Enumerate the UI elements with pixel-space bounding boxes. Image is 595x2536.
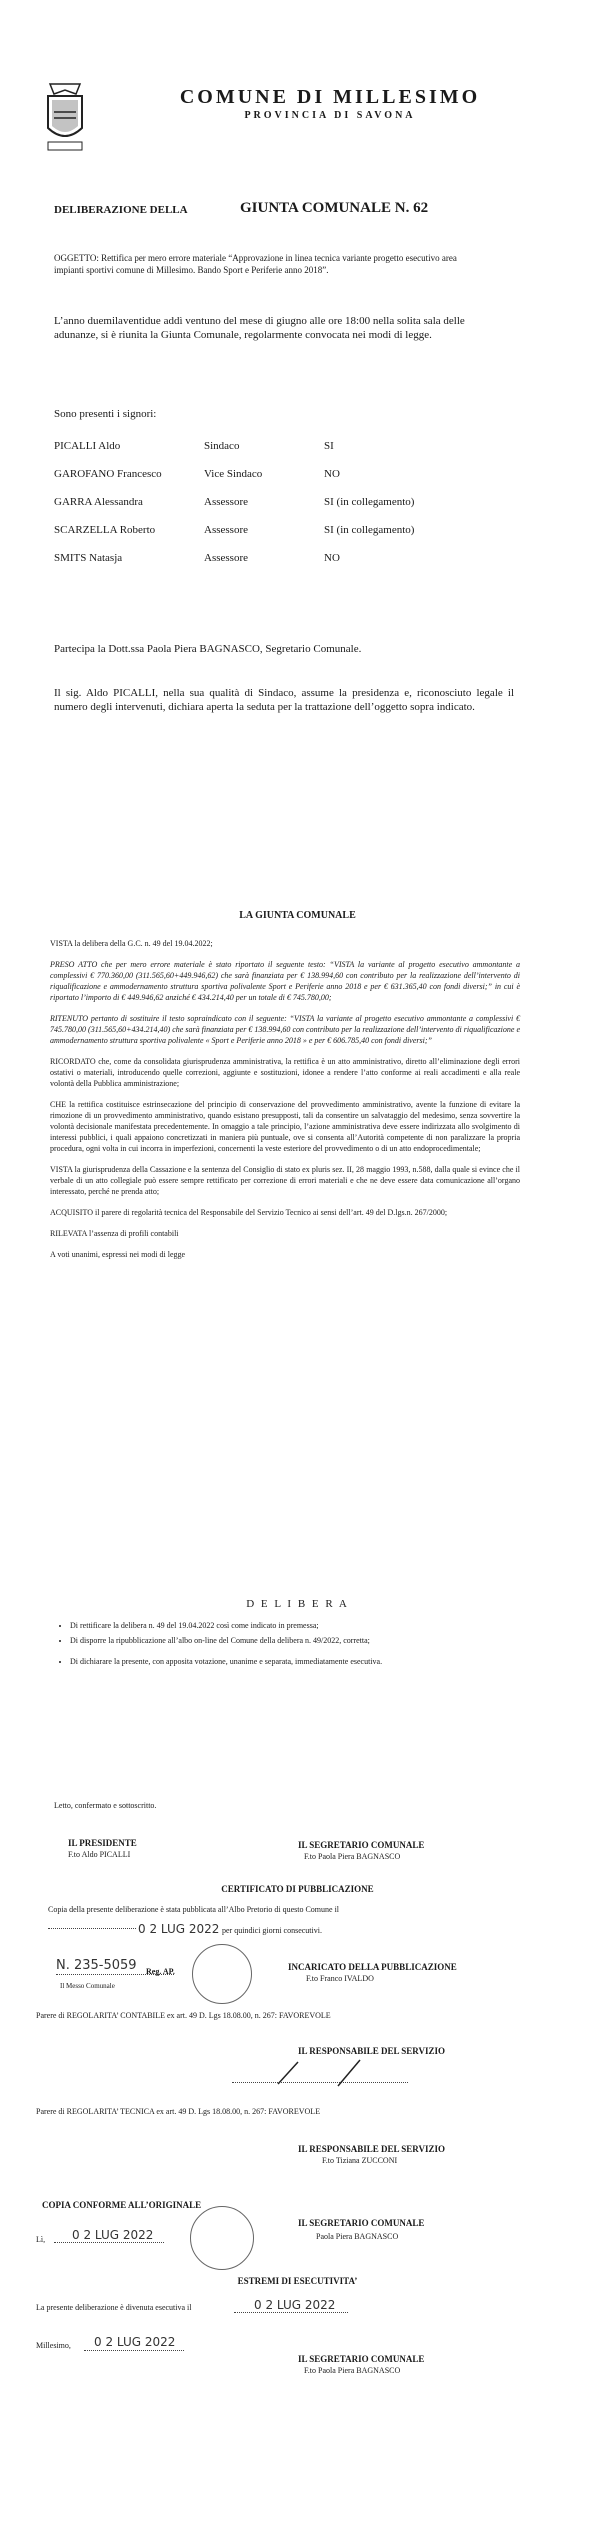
date-line xyxy=(84,2350,184,2351)
li-date: 0 2 LUG 2022 xyxy=(72,2228,154,2242)
oggetto-text: OGGETTO: Rettifica per mero errore materiale “Approvazione in linea tecnica variante progetto esecutivo area impianti sportivi comune di Millesimo. Bando Sport e Periferie anno 2018”. xyxy=(54,253,457,275)
member-name: SCARZELLA Roberto xyxy=(54,524,156,536)
member-row xyxy=(54,552,514,568)
member-row xyxy=(54,524,514,540)
member-name: GAROFANO Francesco xyxy=(54,468,162,480)
handwritten-signature xyxy=(268,2056,388,2092)
premise-paragraph: RICORDATO che, come da consolidata giurisprudenza amministrativa, la rettifica è un atto amministrativo, diretto all’eliminazione degli errori ostativi o materiali, introducendo quelle correzioni, aggiunte e sostituzioni, idonee a rendere l’atto conforme ai reali accadimenti e alla reale volontà della Pubblica amministrazione; xyxy=(50,1057,520,1088)
present-title: Sono presenti i signori: xyxy=(54,408,157,420)
member-status: NO xyxy=(324,552,340,564)
delibera-heading: D E L I B E R A xyxy=(246,1598,349,1610)
coat-of-arms xyxy=(40,82,90,154)
intro-paragraph: L’anno duemilaventidue addì ventuno del mese di giugno alle ore 18:00 nella solita sala delle adunanze, si è riunita la Giunta Comunale, regolarmente convocata nei modi di legge. xyxy=(54,315,465,341)
comune-stamp xyxy=(192,1944,252,2004)
segretario-name: F.to Paola Piera BAGNASCO xyxy=(304,1852,401,1861)
cert-date: 0 2 LUG 2022 xyxy=(138,1922,220,1936)
member-role: Sindaco xyxy=(204,440,240,452)
provincia-subtitle: PROVINCIA DI SAVONA xyxy=(244,110,416,121)
incaricato-label: INCARICATO DELLA PUBBLICAZIONE xyxy=(288,1962,457,1972)
giunta-number: GIUNTA COMUNALE N. 62 xyxy=(240,200,429,216)
reg-note: Il Messo Comunale xyxy=(60,1982,115,1990)
copia-conforme: COPIA CONFORME ALL’ORIGINALE xyxy=(42,2200,202,2210)
member-status: SI (in collegamento) xyxy=(324,496,415,508)
member-name: SMITS Natasja xyxy=(54,552,123,564)
segretario-label: IL SEGRETARIO COMUNALE xyxy=(298,1840,425,1850)
member-row xyxy=(54,496,514,512)
deliberazione-label: DELIBERAZIONE DELLA xyxy=(54,204,188,216)
millesimo-label: Millesimo, xyxy=(36,2341,71,2350)
member-status: SI xyxy=(324,440,334,452)
li-label: Lì, xyxy=(36,2235,46,2244)
parere-contabile: Parere di REGOLARITA’ CONTABILE ex art. 49 D. Lgs 18.08.00, n. 267: FAVOREVOLE xyxy=(36,2011,331,2020)
member-role: Assessore xyxy=(204,496,248,508)
letto-line: Letto, confermato e sottoscritto. xyxy=(54,1801,157,1810)
parere-tecnica: Parere di REGOLARITA’ TECNICA ex art. 49 D. Lgs 18.08.00, n. 267: FAVOREVOLE xyxy=(36,2107,321,2116)
cert-heading: CERTIFICATO DI PUBBLICAZIONE xyxy=(221,1884,374,1894)
segretario3-name: F.to Paola Piera BAGNASCO xyxy=(304,2366,401,2375)
estremi-heading: ESTREMI DI ESECUTIVITA’ xyxy=(237,2276,358,2286)
member-status: NO xyxy=(324,468,340,480)
esec-date: 0 2 LUG 2022 xyxy=(254,2298,336,2312)
date-line xyxy=(234,2312,348,2313)
resp-servizio2-name: F.to Tiziana ZUCCONI xyxy=(322,2156,398,2165)
millesimo-date: 0 2 LUG 2022 xyxy=(94,2335,176,2349)
member-name: PICALLI Aldo xyxy=(54,440,121,452)
segretario3-label: IL SEGRETARIO COMUNALE xyxy=(298,2354,425,2364)
premise-paragraph: RILEVATA l’assenza di profili contabili xyxy=(50,1229,179,1238)
premise-paragraph: VISTA la giurisprudenza della Cassazione e la sentenza del Consiglio di stato ex pluris sez. II, 28 maggio 1993, n.588, dalla quale si evince che il verbale di un atto collegiale può essere sempre rettificato per correzione di errori materiali e che ne deve essere data comunicazione all’organo interessato, perché ne prenda atto; xyxy=(50,1165,520,1196)
date-line xyxy=(54,2242,164,2243)
segretario-line: Partecipa la Dott.ssa Paola Piera BAGNASCO, Segretario Comunale. xyxy=(54,643,362,655)
premise-paragraph: CHE la rettifica costituisce estrinsecazione del principio di conservazione del provvedimento amministrativo, avente la funzione di evitare la rimozione di un provvedimento amministrativo, quando esistano presupposti, tali da consentire un salvataggio del medesimo, senza sovvertire la volontà decisionale manifestata precedentemente. In omaggio a tale principio, l’azione amministrativa deve essere indirizzata allo svolgimento di interessi pubblici, i quali appaiono concretizzati in maniera più puntuale, ove si consenta all’Autorità competente di non paralizzare la propria procedura, ogni volta in cui incorra in imperfezioni, concernenti la veste esteriore del provvedimento o di un atto endoprocedimentale; xyxy=(50,1100,520,1153)
comune-stamp xyxy=(190,2206,254,2270)
reg-number: N. 235-5059 xyxy=(56,1958,137,1973)
member-row xyxy=(54,468,514,484)
segretario2-label: IL SEGRETARIO COMUNALE xyxy=(298,2218,425,2228)
delibera-item: • Di dichiarare la presente, con apposita votazione, unanime e separata, immediatamente esecutiva. xyxy=(70,1656,516,1667)
delibera-item: • Di rettificare la delibera n. 49 del 19.04.2022 così come indicato in premessa; xyxy=(70,1620,516,1631)
member-row xyxy=(54,440,514,456)
segretario2-name: Paola Piera BAGNASCO xyxy=(316,2232,399,2241)
delibera-list xyxy=(56,1620,516,1671)
presidente-label: IL PRESIDENTE xyxy=(68,1838,137,1848)
sindaco-paragraph: Il sig. Aldo PICALLI, nella sua qualità di Sindaco, assume la presidenza e, riconosciuto legale il numero degli intervenuti, dichiara aperta la seduta per la trattazione dell’oggetto sopra indicato. xyxy=(54,687,514,713)
date-line xyxy=(48,1928,136,1929)
resp-servizio2-label: IL RESPONSABILE DEL SERVIZIO xyxy=(298,2144,445,2154)
premise-paragraph: RITENUTO pertanto di sostituire il testo sopraindicato con il seguente: “VISTA la variante al progetto esecutivo ammontante a complessivi € 745.780,00 (311.565,60+434.214,40) che sarà finanziata per € 138.994,60 con contributo per la realizzazione dell’intervento di riqualificazione e ammodernamento struttura sportiva polivalente « Sport e Periferie anno 2018 » e per € 606.785,40 con fondi diversi;” xyxy=(50,1014,520,1045)
reg-label: Reg. AP. xyxy=(146,1967,175,1976)
incaricato-name: F.to Franco IVALDO xyxy=(306,1974,374,1983)
member-name: GARRA Alessandra xyxy=(54,496,143,508)
cert-suffix: per quindici giorni consecutivi. xyxy=(222,1926,322,1935)
giunta-heading: LA GIUNTA COMUNALE xyxy=(239,910,356,921)
premise-paragraph: VISTA la delibera della G.C. n. 49 del 19.04.2022; xyxy=(50,939,213,948)
member-status: SI (in collegamento) xyxy=(324,524,415,536)
member-role: Assessore xyxy=(204,552,248,564)
presidente-name: F.to Aldo PICALLI xyxy=(68,1850,131,1859)
member-role: Assessore xyxy=(204,524,248,536)
delibera-item: • Di disporre la ripubblicazione all’albo on-line del Comune della delibera n. 49/2022, corretta; xyxy=(70,1635,516,1646)
premise-paragraph: A voti unanimi, espressi nei modi di legge xyxy=(50,1250,186,1259)
premise-paragraph: ACQUISITO il parere di regolarità tecnica del Responsabile del Servizio Tecnico ai sensi dell’art. 49 del D.lgs.n. 267/2000; xyxy=(50,1208,448,1217)
cert-text: Copia della presente deliberazione è stata pubblicata all’Albo Pretorio di questo Comune il xyxy=(48,1905,340,1914)
resp-servizio-label: IL RESPONSABILE DEL SERVIZIO xyxy=(298,2046,445,2056)
premise-paragraph: PRESO ATTO che per mero errore materiale è stato riportato il seguente testo: “VISTA la variante al progetto esecutivo ammontante a complessivi € 770.360,00 (311.565,60+449.946,62) che sarà finanziata per € 138.994,60 con contributo per la realizzazione dell’intervento di riqualificazione e ammodernamento struttura sportiva polivalente Sport e Periferie anno 2018 e per € 631.365,40 con fondi diversi;” in cui è riportato l’importo di € 449.946,62 anziché € 434.214,40 per un totale di € 745.780,00; xyxy=(50,960,520,1002)
comune-title: COMUNE DI MILLESIMO xyxy=(179,86,481,108)
member-role: Vice Sindaco xyxy=(204,468,263,480)
esec-text: La presente deliberazione è divenuta esecutiva il xyxy=(36,2303,192,2312)
premises-block xyxy=(50,938,520,1270)
